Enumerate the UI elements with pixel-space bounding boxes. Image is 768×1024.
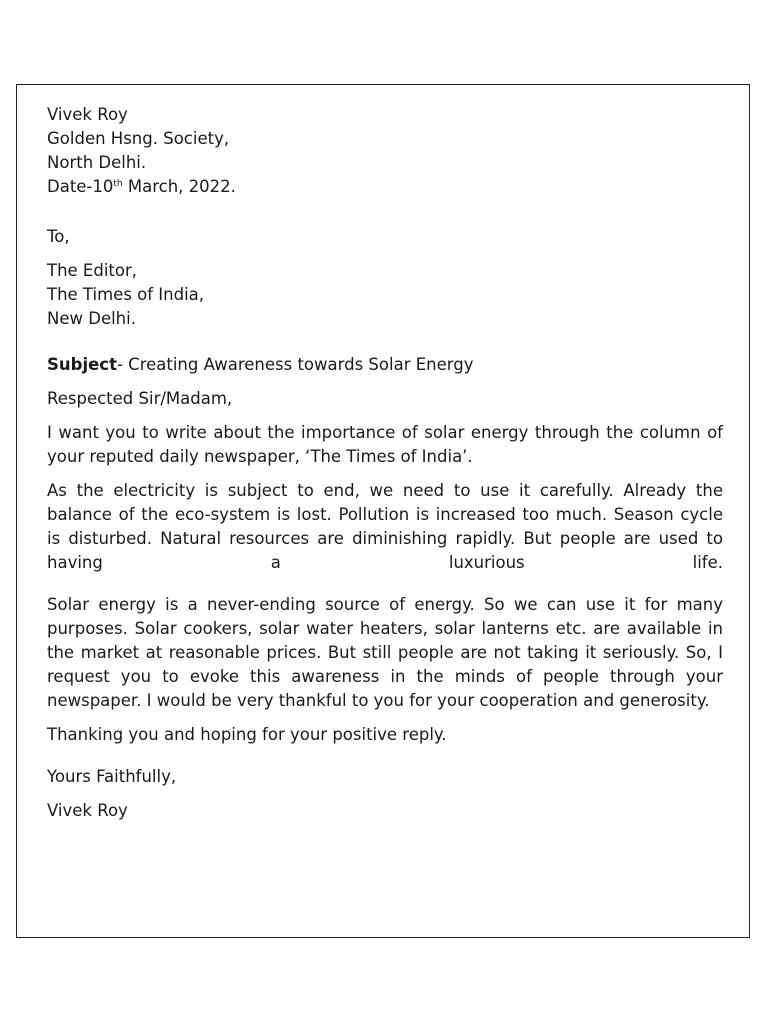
sender-block xyxy=(47,103,723,199)
subject-label: Subject xyxy=(47,355,117,374)
sender-address-line-2: North Delhi. xyxy=(47,153,147,172)
body-paragraph-4: Thanking you and hoping for your positive reply. xyxy=(47,725,447,744)
subject-line xyxy=(47,353,723,377)
subject-text: - Creating Awareness towards Solar Energy xyxy=(116,355,474,374)
recipient-line-3: New Delhi. xyxy=(47,309,136,328)
to-label-block xyxy=(47,225,723,249)
sender-name: Vivek Roy xyxy=(47,105,128,124)
letter-date xyxy=(47,175,723,199)
to-label: To, xyxy=(47,227,70,246)
date-prefix: Date-10 xyxy=(47,177,114,196)
letter-frame xyxy=(16,84,750,938)
salutation: Respected Sir/Madam, xyxy=(47,389,233,408)
recipient-block xyxy=(47,259,723,331)
signature-name: Vivek Roy xyxy=(47,801,128,820)
closing: Yours Faithfully, xyxy=(47,767,177,786)
body-paragraph-2: As the electricity is subject to end, we need to use it carefully. Already the balance of the eco-system is lost. Pollution is increased too much. Season cycle is disturbed. Natural resources are diminishing rapidly. But people are used to having a luxurious life. xyxy=(47,481,723,572)
recipient-line-1: The Editor, xyxy=(47,261,138,280)
date-rest: March, 2022. xyxy=(122,177,236,196)
body-paragraph-1: I want you to write about the importance of solar energy through the column of your reputed daily newspaper, ‘The Times of India’. xyxy=(47,423,723,466)
sender-address-line-1: Golden Hsng. Society, xyxy=(47,129,230,148)
body-paragraph-3: Solar energy is a never-ending source of energy. So we can use it for many purposes. Solar cookers, solar water heaters, solar lanterns etc. are available in the market at reasonable prices. But still people are not taking it seriously. So, I request you to evoke this awareness in the minds of people through your newspaper. I would be very thankful to you for your cooperation and generosity. xyxy=(47,595,723,710)
date-ordinal-suffix: th xyxy=(113,179,123,189)
recipient-line-2: The Times of India, xyxy=(47,285,205,304)
letter-body xyxy=(47,103,723,823)
